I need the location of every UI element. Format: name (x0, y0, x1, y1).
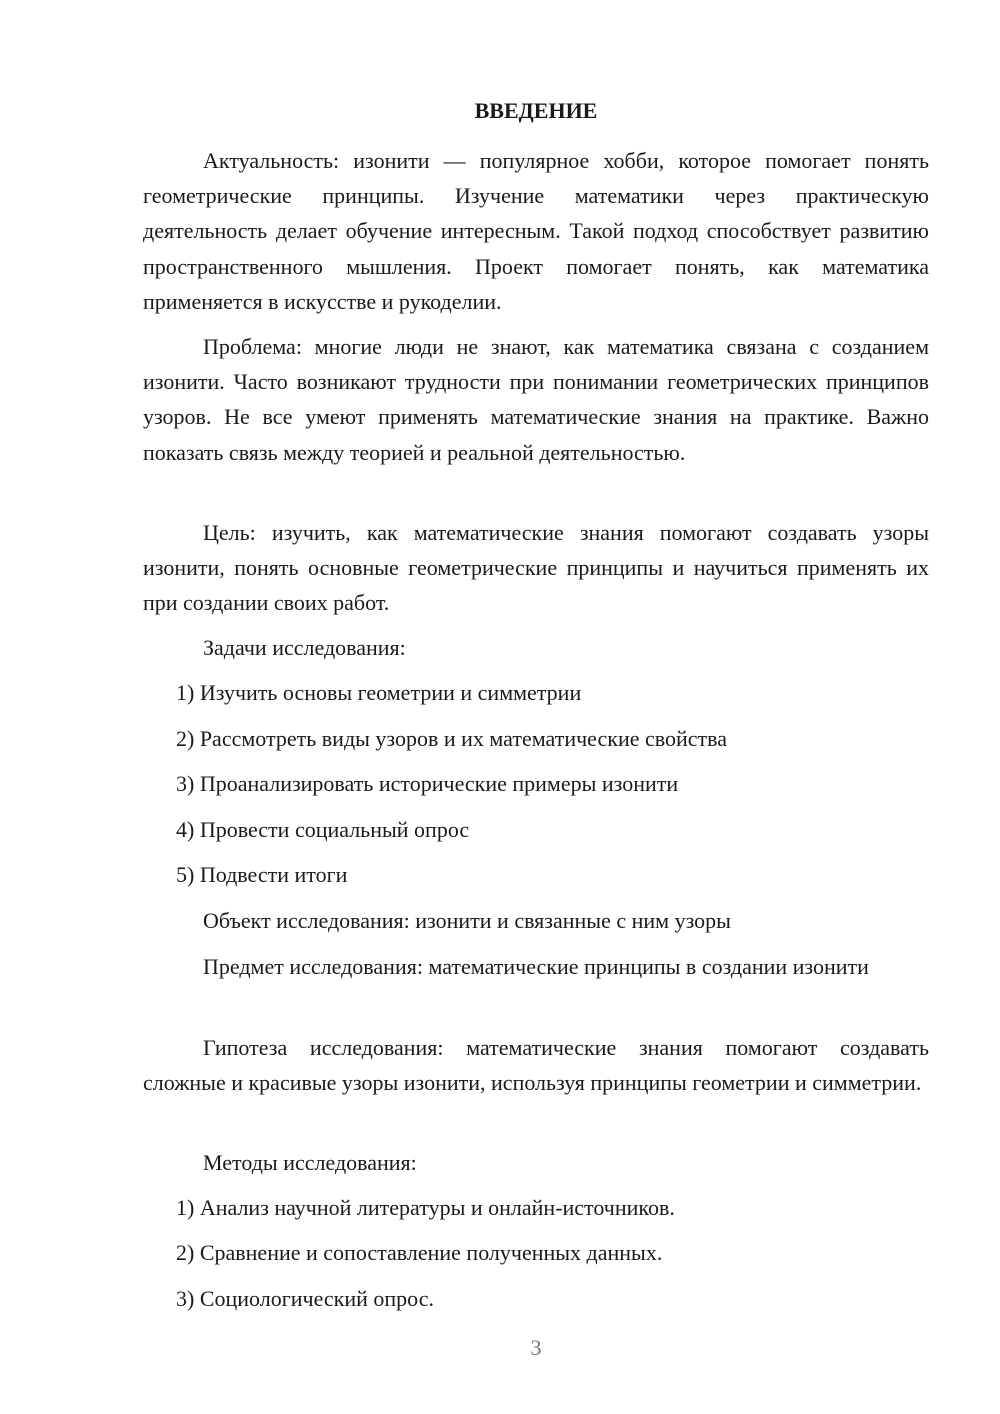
methods-heading: Методы исследования: (203, 1150, 417, 1175)
goal-paragraph: Цель: изучить, как математические знания помогают создавать узоры изонити, понять основные геометрические принципы и научиться применять их при создании своих работ. (143, 520, 929, 616)
page-title: ВВЕДЕНИЕ (474, 98, 598, 123)
hypothesis-paragraph: Гипотеза исследования: математические знания помогают создавать сложные и красивые узоры изонити, используя принципы геометрии и симметрии. (143, 1035, 929, 1096)
task-item: 1) Изучить основы геометрии и симметрии (176, 680, 582, 705)
object-line: Объект исследования: изонити и связанные с ним узоры (203, 908, 731, 933)
method-item: 3) Социологический опрос. (176, 1286, 434, 1311)
subject-paragraph: Предмет исследования: математические принципы в создании изонити (203, 954, 869, 979)
method-item: 2) Сравнение и сопоставление полученных данных. (176, 1240, 663, 1265)
task-item: 5) Подвести итоги (176, 862, 348, 887)
task-item: 4) Провести социальный опрос (176, 817, 470, 842)
tasks-heading: Задачи исследования: (203, 635, 406, 660)
method-item: 1) Анализ научной литературы и онлайн-источников. (176, 1195, 675, 1220)
task-item: 3) Проанализировать исторические примеры изонити (176, 771, 679, 796)
task-item: 2) Рассмотреть виды узоров и их математические свойства (176, 726, 727, 751)
problem-paragraph: Проблема: многие люди не знают, как математика связана с созданием изонити. Часто возникают трудности при понимании геометрических принципов узоров. Не все умеют применять математические знания на практике. Важно показать связь между теорией и реальной деятельностью. (143, 334, 929, 465)
relevance-paragraph: Актуальность: изонити — популярное хобби, которое помогает понять геометрические принципы. Изучение математики через практическую деятельность делает обучение интересным. Такой подход способствует развитию пространственного мышления. Проект помогает понять, как математика применяется в искусстве и рукоделии. (143, 148, 929, 314)
page-number: 3 (530, 1335, 542, 1360)
